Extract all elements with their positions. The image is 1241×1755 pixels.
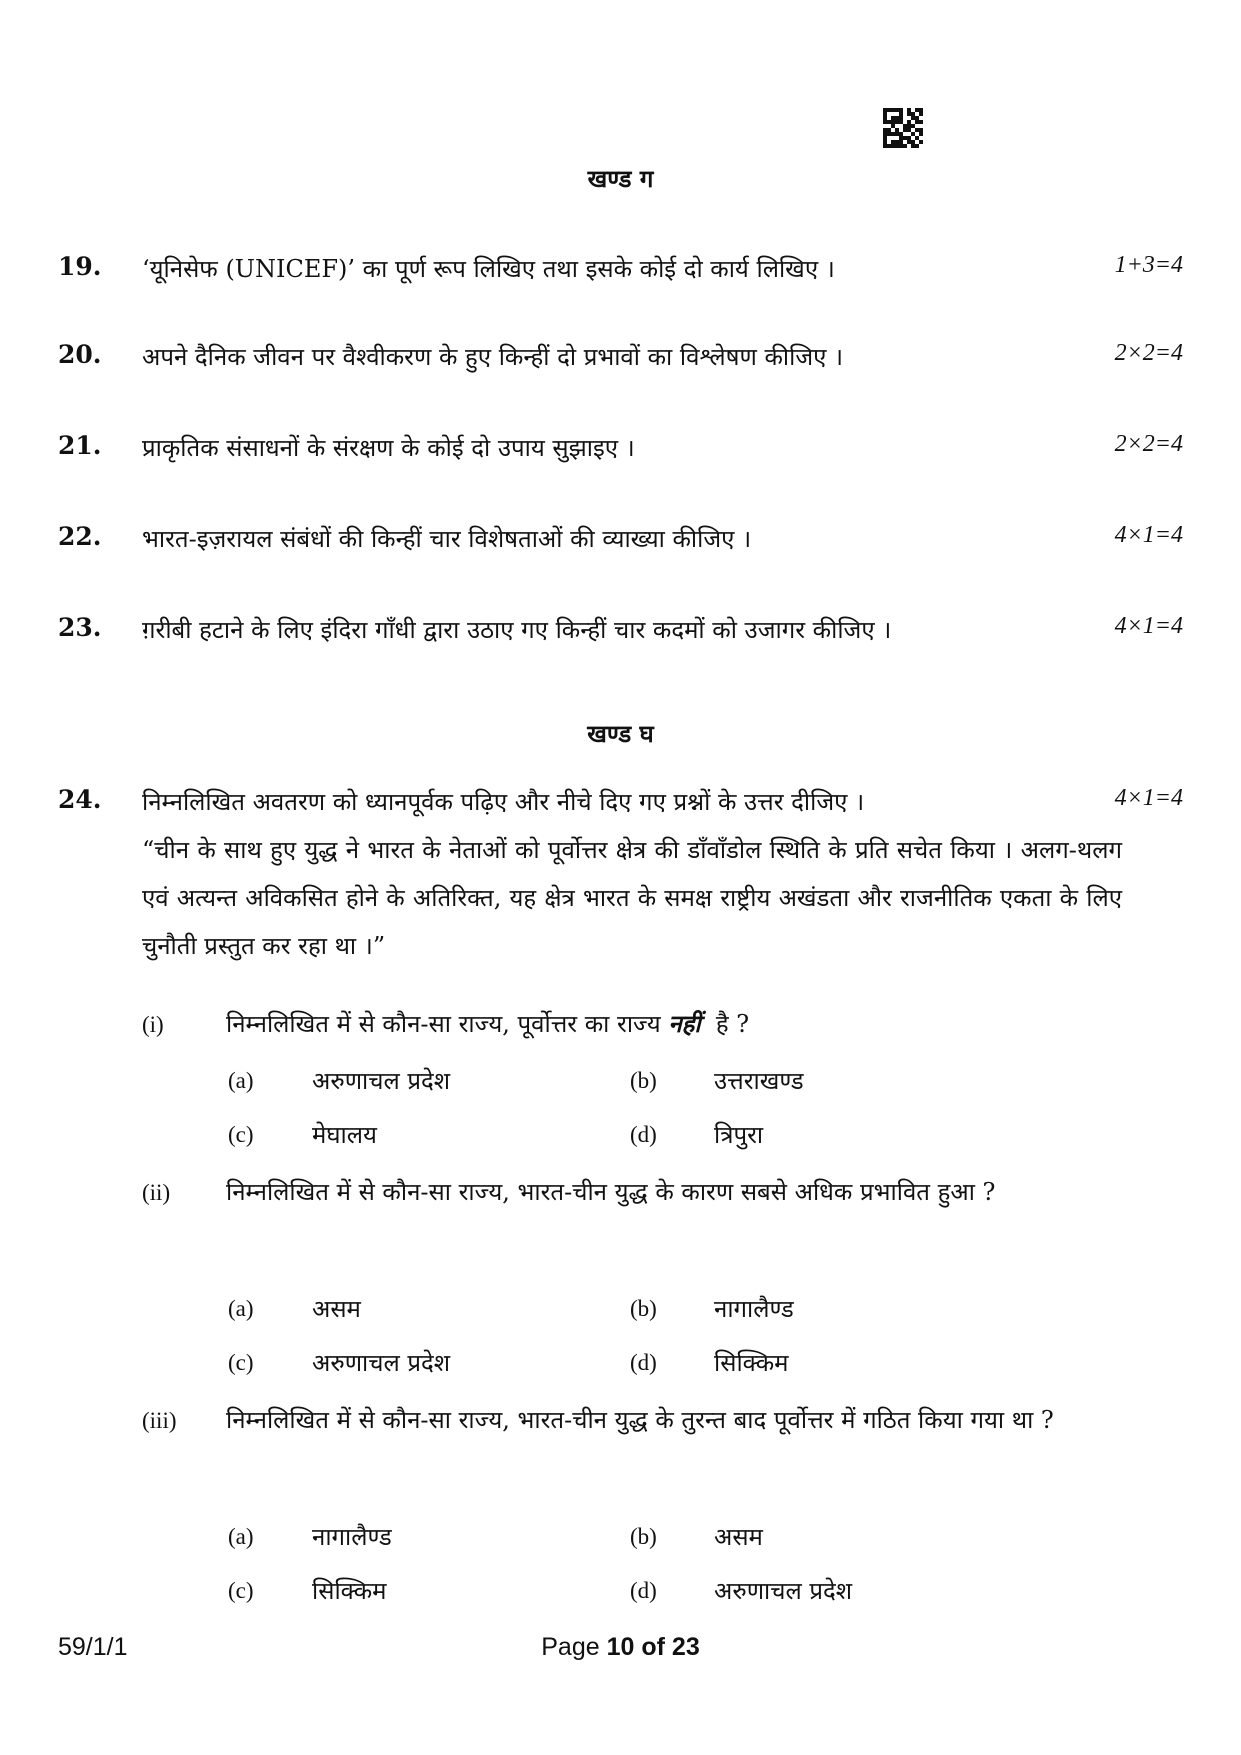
option-label: (d) bbox=[630, 1122, 657, 1147]
subquestion-number: (iii) bbox=[142, 1408, 177, 1433]
option-label: (c) bbox=[228, 1122, 254, 1147]
paper-code: 59/1/1 bbox=[58, 1633, 128, 1661]
subquestion-text: निम्नलिखित में से कौन-सा राज्य, भारत-चीन युद्ध के कारण सबसे अधिक प्रभावित हुआ ? bbox=[226, 1178, 996, 1206]
option-label: (d) bbox=[630, 1350, 657, 1375]
question-number: 21. bbox=[58, 431, 102, 460]
option-text: नागालैण्ड bbox=[312, 1523, 392, 1551]
subquestion-text: निम्नलिखित में से कौन-सा राज्य, पूर्वोत्तर का राज्य नहीं है ? bbox=[226, 1009, 750, 1038]
section-c-heading: खण्ड ग bbox=[587, 164, 654, 193]
option-text: नागालैण्ड bbox=[714, 1295, 794, 1323]
question-text: अपने दैनिक जीवन पर वैश्वीकरण के हुए किन्हीं दो प्रभावों का विश्लेषण कीजिए । bbox=[142, 343, 844, 371]
option-text: अरुणाचल प्रदेश bbox=[312, 1067, 451, 1095]
question-number: 20. bbox=[58, 340, 102, 369]
option-label: (b) bbox=[630, 1524, 657, 1549]
option-text: अरुणाचल प्रदेश bbox=[714, 1577, 853, 1605]
question-instruction: निम्नलिखित अवतरण को ध्यानपूर्वक पढ़िए और नीचे दिए गए प्रश्नों के उत्तर दीजिए । bbox=[142, 788, 865, 816]
question-text: ‘यूनिसेफ (UNICEF)’ का पूर्ण रूप लिखिए तथा इसके कोई दो कार्य लिखिए । bbox=[142, 255, 835, 283]
option-text: असम bbox=[714, 1523, 763, 1551]
option-text: सिक्किम bbox=[312, 1577, 387, 1605]
option-label: (b) bbox=[630, 1068, 657, 1093]
option-text: त्रिपुरा bbox=[714, 1121, 764, 1149]
question-marks: 1+3=4 bbox=[1114, 252, 1183, 278]
emphasis-text: नहीं bbox=[668, 1009, 701, 1038]
option-text: उत्तराखण्ड bbox=[714, 1067, 804, 1095]
option-label: (a) bbox=[228, 1068, 254, 1093]
question-text: ग़रीबी हटाने के लिए इंदिरा गाँधी द्वारा उठाए गए किन्हीं चार कदमों को उजागर कीजिए । bbox=[142, 616, 892, 644]
question-text: भारत-इज़रायल संबंधों की किन्हीं चार विशेषताओं की व्याख्या कीजिए । bbox=[142, 525, 752, 553]
question-marks: 4×1=4 bbox=[1114, 785, 1183, 811]
qr-code bbox=[883, 108, 923, 148]
question-marks: 4×1=4 bbox=[1114, 522, 1183, 548]
question-number: 19. bbox=[58, 252, 102, 281]
option-text: असम bbox=[312, 1295, 361, 1323]
option-text: सिक्किम bbox=[714, 1349, 789, 1377]
question-text: प्राकृतिक संसाधनों के संरक्षण के कोई दो उपाय सुझाइए । bbox=[142, 434, 635, 462]
subquestion-number: (ii) bbox=[142, 1180, 171, 1205]
option-label: (c) bbox=[228, 1578, 254, 1603]
question-marks: 2×2=4 bbox=[1114, 431, 1183, 457]
option-text: मेघालय bbox=[312, 1121, 377, 1149]
passage: “चीन के साथ हुए युद्ध ने भारत के नेताओं को पूर्वोत्तर क्षेत्र की डाँवाँडोल स्थिति के प्रति सचेत किया । अलग-थलग एवं अत्यन्त अविकसित होने के अतिरिक्त, यह क्षेत्र भारत के समक्ष राष्ट्रीय अखंडता और राजनीतिक एकता के लिए चुनौती प्रस्तुत कर रहा था ।” bbox=[142, 836, 1122, 960]
question-marks: 4×1=4 bbox=[1114, 613, 1183, 639]
option-label: (a) bbox=[228, 1296, 254, 1321]
subquestion-number: (i) bbox=[142, 1012, 164, 1037]
option-label: (b) bbox=[630, 1296, 657, 1321]
question-marks: 2×2=4 bbox=[1114, 340, 1183, 366]
question-number: 23. bbox=[58, 613, 102, 642]
question-number: 24. bbox=[58, 785, 102, 814]
option-label: (d) bbox=[630, 1578, 657, 1603]
subquestion-text: निम्नलिखित में से कौन-सा राज्य, भारत-चीन युद्ध के तुरन्त बाद पूर्वोत्तर में गठित किया गया था ? bbox=[226, 1406, 1054, 1434]
option-label: (c) bbox=[228, 1350, 254, 1375]
page-indicator: Page 10 of 23 bbox=[541, 1633, 700, 1661]
section-d-heading: खण्ड घ bbox=[587, 719, 654, 748]
option-label: (a) bbox=[228, 1524, 254, 1549]
question-number: 22. bbox=[58, 522, 102, 551]
option-text: अरुणाचल प्रदेश bbox=[312, 1349, 451, 1377]
